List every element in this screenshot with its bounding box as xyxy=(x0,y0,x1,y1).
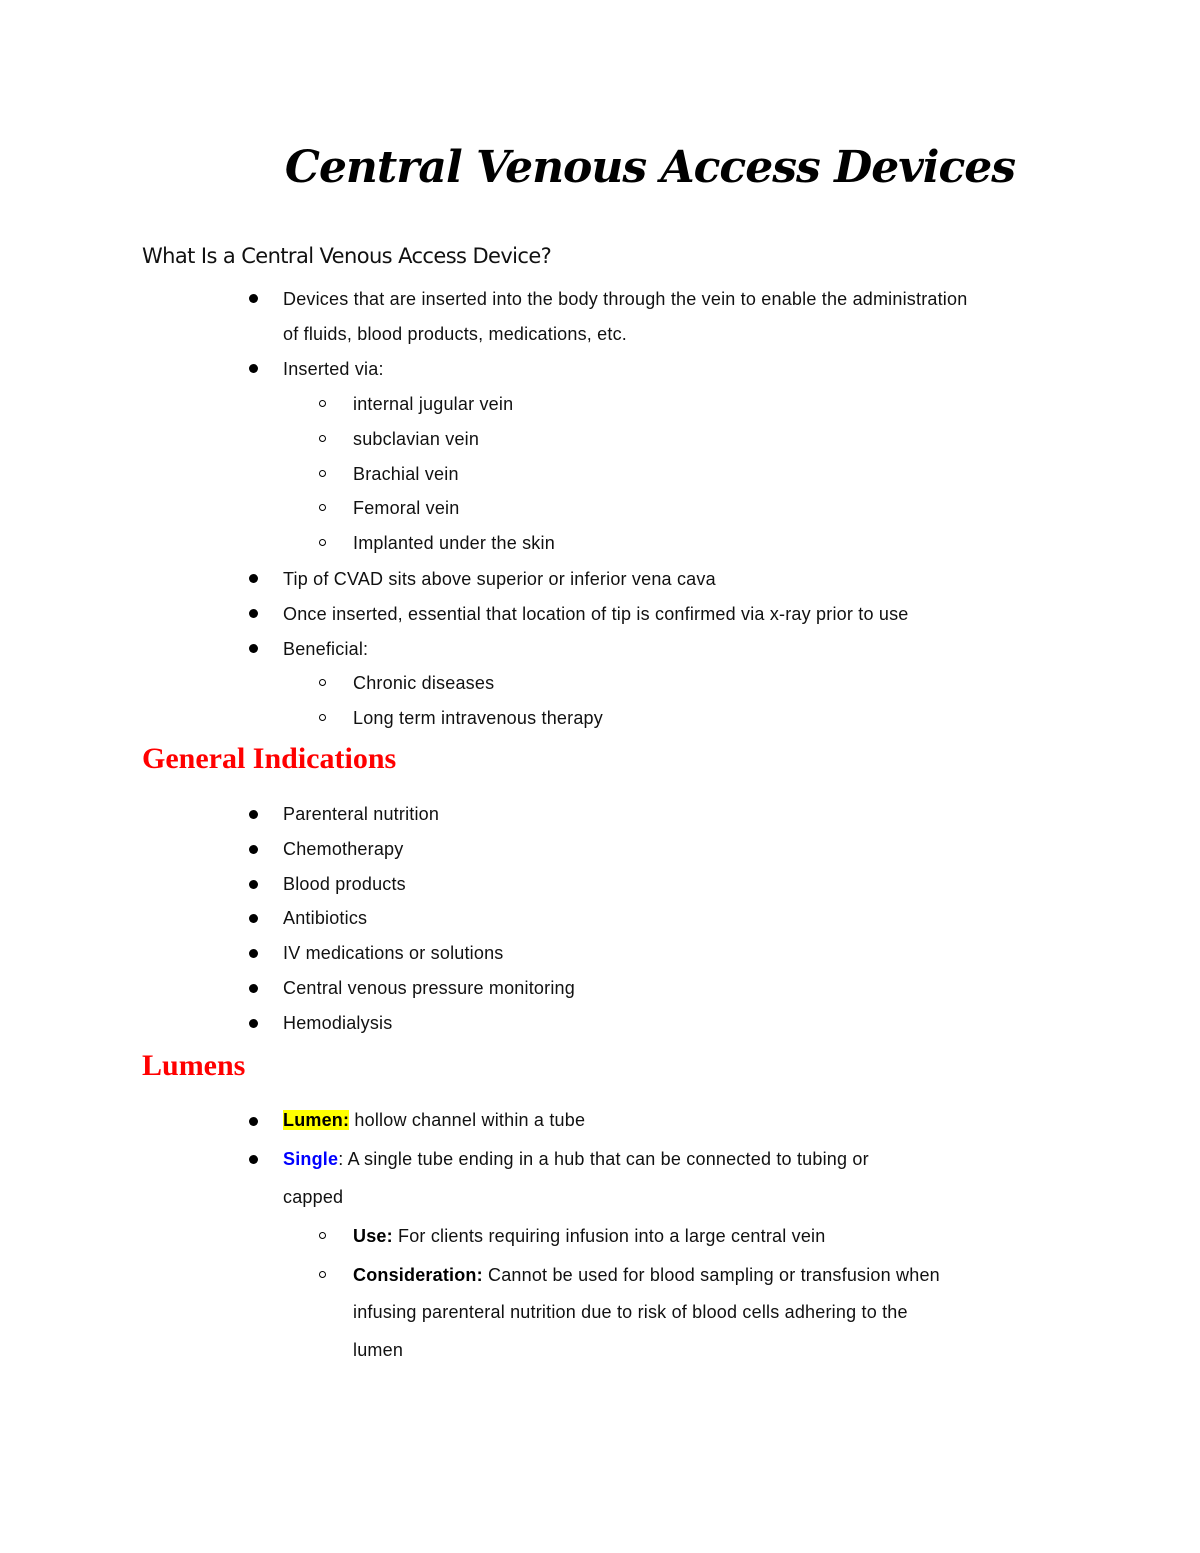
indication-item: Antibiotics xyxy=(283,908,368,928)
indication-item: Blood products xyxy=(283,874,406,894)
intro-item-1-line1: Devices that are inserted into the body through the vein to enable the administration xyxy=(283,289,968,309)
sub-item: internal jugular vein xyxy=(353,394,514,414)
document-title: Central Venous Access Devices xyxy=(284,142,1016,193)
bullet-icon xyxy=(249,609,258,618)
intro-item-3: Tip of CVAD sits above superior or inferior vena cava xyxy=(283,569,716,589)
bullet-icon xyxy=(249,1155,258,1164)
single-text: A single tube ending in a hub that can be connected to tubing or xyxy=(343,1149,869,1169)
section-heading-general-indications: General Indications xyxy=(142,742,397,775)
indication-item: Chemotherapy xyxy=(283,839,404,859)
circle-bullet-icon xyxy=(319,400,326,407)
lumen-definition xyxy=(283,1109,585,1131)
bullet-icon xyxy=(249,574,258,583)
term-consideration: Consideration: xyxy=(353,1265,483,1285)
term-single: Single xyxy=(283,1149,339,1169)
single-consideration-line3: lumen xyxy=(353,1340,404,1360)
circle-bullet-icon xyxy=(319,435,326,442)
intro-item-5: Beneficial: xyxy=(283,639,369,659)
circle-bullet-icon xyxy=(319,1232,326,1239)
circle-bullet-icon xyxy=(319,714,326,721)
indication-item: Central venous pressure monitoring xyxy=(283,978,575,998)
bullet-icon xyxy=(249,294,258,303)
term-lumen-highlighted: Lumen: xyxy=(283,1110,350,1130)
sub-item: Brachial vein xyxy=(353,464,459,484)
indication-item: IV medications or solutions xyxy=(283,943,504,963)
circle-bullet-icon xyxy=(319,539,326,546)
separator: : xyxy=(338,1149,344,1169)
circle-bullet-icon xyxy=(319,679,326,686)
lumen-definition-text: hollow channel within a tube xyxy=(349,1110,586,1130)
bullet-icon xyxy=(249,984,258,993)
sub-item: subclavian vein xyxy=(353,429,480,449)
intro-item-4: Once inserted, essential that location of tip is confirmed via x-ray prior to use xyxy=(283,604,909,624)
bullet-icon xyxy=(249,880,258,889)
single-lumen-line1 xyxy=(283,1148,869,1170)
intro-heading: What Is a Central Venous Access Device? xyxy=(142,244,552,268)
term-use: Use: xyxy=(353,1226,393,1246)
section-heading-lumens: Lumens xyxy=(142,1049,246,1082)
bullet-icon xyxy=(249,644,258,653)
indication-item: Parenteral nutrition xyxy=(283,804,440,824)
bullet-icon xyxy=(249,364,258,373)
circle-bullet-icon xyxy=(319,470,326,477)
single-lumen-line2: capped xyxy=(283,1187,344,1207)
sub-item: Femoral vein xyxy=(353,498,460,518)
use-text: For clients requiring infusion into a large central vein xyxy=(392,1226,826,1246)
bullet-icon xyxy=(249,949,258,958)
bullet-icon xyxy=(249,1117,258,1126)
circle-bullet-icon xyxy=(319,504,326,511)
bullet-icon xyxy=(249,810,258,819)
sub-item: Implanted under the skin xyxy=(353,533,555,553)
indication-item: Hemodialysis xyxy=(283,1013,393,1033)
bullet-icon xyxy=(249,1019,258,1028)
single-consideration-line2: infusing parenteral nutrition due to risk of blood cells adhering to the xyxy=(353,1302,908,1322)
sub-item: Chronic diseases xyxy=(353,673,495,693)
intro-item-1-line2: of fluids, blood products, medications, etc. xyxy=(283,324,627,344)
bullet-icon xyxy=(249,914,258,923)
single-use xyxy=(353,1225,825,1247)
circle-bullet-icon xyxy=(319,1271,326,1278)
bullet-icon xyxy=(249,845,258,854)
single-consideration-line1 xyxy=(353,1264,940,1286)
sub-item: Long term intravenous therapy xyxy=(353,708,603,728)
consideration-text: Cannot be used for blood sampling or transfusion when xyxy=(482,1265,940,1285)
intro-item-2: Inserted via: xyxy=(283,359,384,379)
